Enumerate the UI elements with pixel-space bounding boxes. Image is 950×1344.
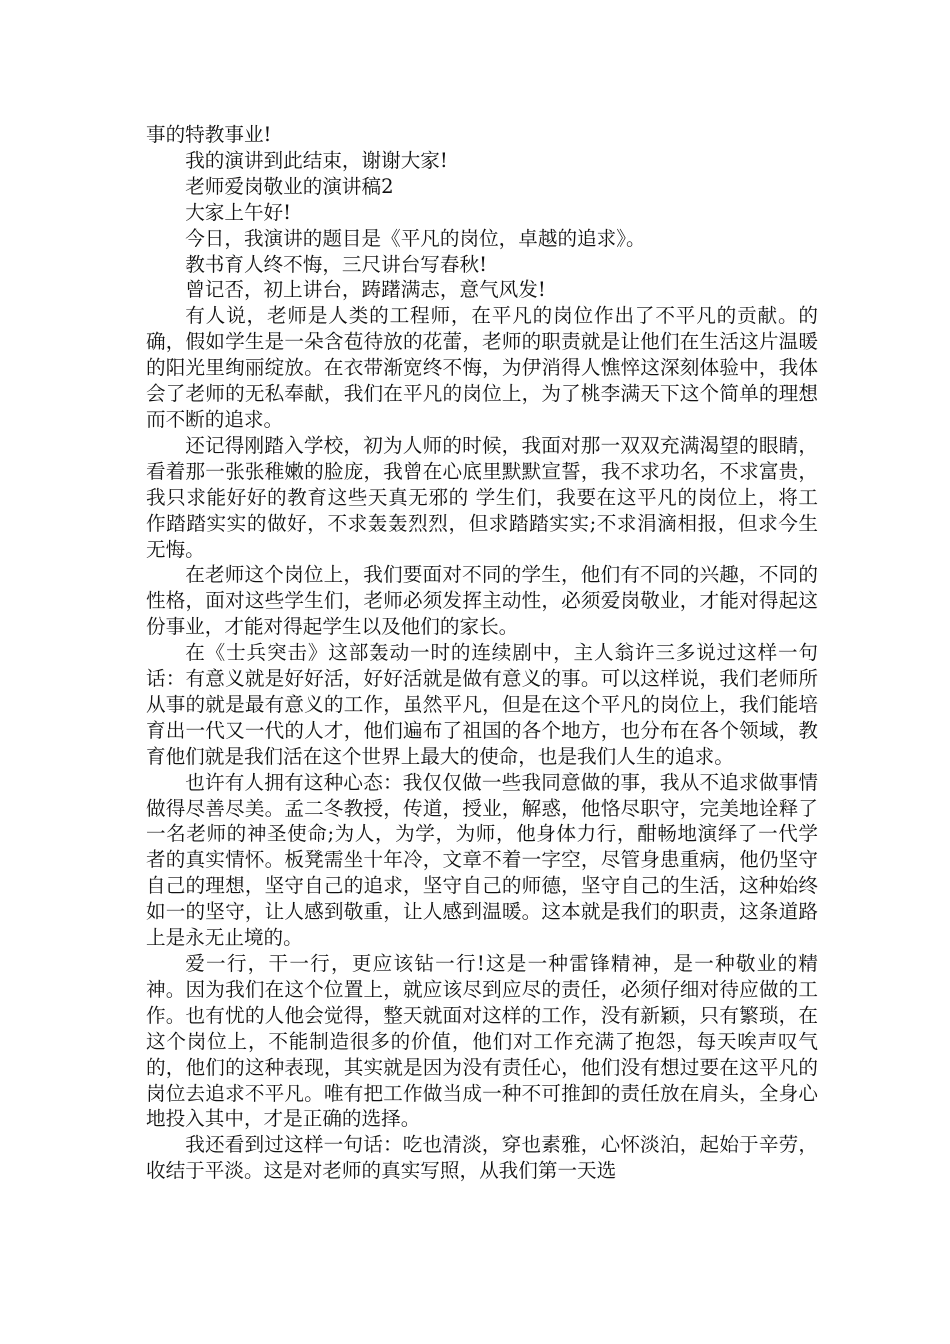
paragraph-body-4: 在《士兵突击》这部轰动一时的连续剧中，主人翁许三多说过这样一句话：有意义就是好好活，好好活就是做有意义的事。可以这样说，我们老师所从事的就是最有意义的工作，虽然平凡，但是在这个平凡的岗位上，我们能培育出一代又一代的人才，他们遍布了祖国的各个地方，也分布在各个领域，教育他们就是我们活在这个世界上最大的使命，也是我们人生的追求。 [146,641,818,768]
paragraph-body-6: 爱一行，干一行，更应该钻一行!这是一种雷锋精神，是一种敬业的精神。因为我们在这个位置上，就应该尽到应尽的责任，必须仔细对待应做的工作。也有忧的人他会觉得，整天就面对这样的工作，没有新颖，只有繁琐，在这个岗位上，不能制造很多的价值，他们对工作充满了抱怨，每天唉声叹气的，他们的这种表现，其实就是因为没有责任心，他们没有想过要在这平凡的岗位去追求不平凡。唯有把工作做当成一种不可推卸的责任放在肩头，全身心地投入其中，才是正确的选择。 [146,952,818,1131]
paragraph-body-7: 我还看到过这样一句话：吃也清淡，穿也素雅，心怀淡泊，起始于辛劳，收结于平淡。这是对老师的真实写照，从我们第一天选 [146,1133,818,1183]
paragraph-body-3: 在老师这个岗位上，我们要面对不同的学生，他们有不同的兴趣，不同的性格，面对这些学生们，老师必须发挥主动性，必须爱岗敬业，才能对得起这份事业，才能对得起学生以及他们的家长。 [146,563,818,639]
paragraph-verse-1: 教书育人终不悔，三尺讲台写春秋! [185,252,487,276]
paragraph-topic: 今日，我演讲的题目是《平凡的岗位，卓越的追求》。 [185,226,646,250]
paragraph-verse-2: 曾记否，初上讲台，踌躇满志，意气风发! [185,278,546,302]
document-page [146,122,818,1184]
paragraph-body-1: 有人说，老师是人类的工程师，在平凡的岗位作出了不平凡的贡献。的确，假如学生是一朵含苞待放的花蕾，老师的职责就是让他们在生活这片温暖的阳光里绚丽绽放。在衣带渐宽终不悔，为伊消得人憔悴这深刻体验中，我体会了老师的无私奉献，我们在平凡的岗位上，为了桃李满天下这个简单的理想而不断的追求。 [146,304,818,431]
paragraph-greeting: 大家上午好! [185,200,292,224]
paragraph-body-2: 还记得刚踏入学校，初为人师的时候，我面对那一双双充满渴望的眼睛，看着那一张张稚嫩的脸庞，我曾在心底里默默宣誓，我不求功名，不求富贵，我只求能好好的教育这些天真无邪的 学生们，我要在这平凡的岗位上，将工作踏踏实实的做好，不求轰轰烈烈，但求踏踏实实;不求涓滴相报，但求今生无悔。 [146,433,818,561]
paragraph-1: 事的特教事业! [146,123,272,146]
speech-title-2: 老师爱岗敬业的演讲稿2 [185,174,394,198]
paragraph-2: 我的演讲到此结束，谢谢大家! [185,148,448,172]
paragraph-body-5: 也许有人拥有这种心态：我仅仅做一些我同意做的事，我从不追求做事情做得尽善尽美。孟二冬教授，传道，授业，解惑，他恪尽职守，完美地诠释了一名老师的神圣使命;为人，为学，为师，他身体力行，酣畅地演绎了一代学者的真实情怀。板凳需坐十年冷，文章不着一字空，尽管身患重病，他仍坚守自己的理想，坚守自己的追求，坚守自己的师德，坚守自己的生活，这种始终如一的坚守，让人感到敬重，让人感到温暖。这本就是我们的职责，这条道路上是永无止境的。 [146,770,818,950]
